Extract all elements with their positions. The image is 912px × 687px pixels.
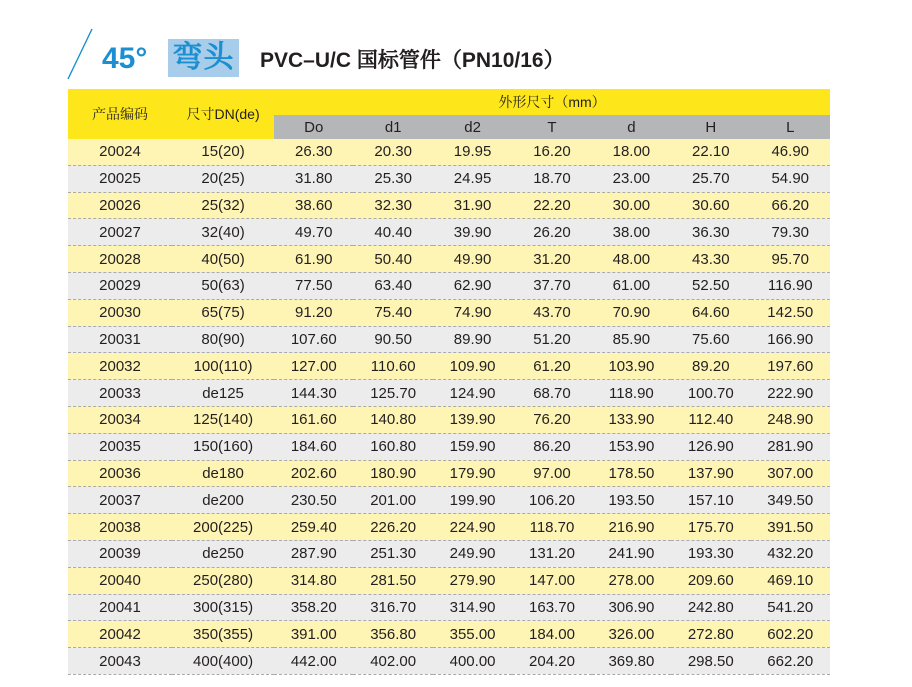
cell-d: 153.90 [592,433,671,460]
cell-do: 31.80 [274,165,353,192]
cell-d1: 316.70 [353,594,432,621]
cell-t: 43.70 [512,299,591,326]
cell-t: 106.20 [512,487,591,514]
cell-product-code: 20027 [68,219,172,246]
cell-do: 184.60 [274,433,353,460]
cell-d: 306.90 [592,594,671,621]
cell-size: 20(25) [172,165,274,192]
cell-t: 86.20 [512,433,591,460]
cell-product-code: 20040 [68,567,172,594]
cell-d: 30.00 [592,192,671,219]
cell-t: 76.20 [512,406,591,433]
cell-h: 209.60 [671,567,750,594]
cell-do: 61.90 [274,246,353,273]
table-row [68,246,830,273]
cell-l: 432.20 [751,540,831,567]
cell-t: 18.70 [512,165,591,192]
cell-product-code: 20030 [68,299,172,326]
cell-size: 250(280) [172,567,274,594]
cell-l: 166.90 [751,326,831,353]
cell-size: 65(75) [172,299,274,326]
cell-product-code: 20024 [68,139,172,165]
cell-d2: 139.90 [433,406,512,433]
cell-t: 147.00 [512,567,591,594]
cell-d1: 50.40 [353,246,432,273]
table-row [68,460,830,487]
cell-h: 36.30 [671,219,750,246]
table-row [68,433,830,460]
cell-d: 103.90 [592,353,671,380]
cell-h: 242.80 [671,594,750,621]
cell-size: 40(50) [172,246,274,273]
cell-do: 259.40 [274,514,353,541]
cell-d2: 179.90 [433,460,512,487]
cell-h: 126.90 [671,433,750,460]
cell-d: 178.50 [592,460,671,487]
cell-t: 16.20 [512,139,591,165]
cell-d1: 32.30 [353,192,432,219]
cell-product-code: 20025 [68,165,172,192]
cell-d2: 124.90 [433,380,512,407]
cell-d: 38.00 [592,219,671,246]
cell-product-code: 20026 [68,192,172,219]
cell-product-code: 20029 [68,272,172,299]
cell-l: 391.50 [751,514,831,541]
cell-h: 52.50 [671,272,750,299]
cell-d: 18.00 [592,139,671,165]
cell-product-code: 20034 [68,406,172,433]
cell-h: 137.90 [671,460,750,487]
cell-l: 602.20 [751,621,831,648]
cell-size: 50(63) [172,272,274,299]
cell-do: 314.80 [274,567,353,594]
table-row [68,406,830,433]
cell-product-code: 20033 [68,380,172,407]
cell-do: 49.70 [274,219,353,246]
cell-d2: 159.90 [433,433,512,460]
decorative-slash-icon [66,28,94,80]
cell-product-code: 20032 [68,353,172,380]
cell-h: 64.60 [671,299,750,326]
cell-do: 144.30 [274,380,353,407]
cell-t: 37.70 [512,272,591,299]
header-d: d [592,115,671,139]
cell-size: 32(40) [172,219,274,246]
cell-do: 107.60 [274,326,353,353]
cell-size: de125 [172,380,274,407]
cell-do: 442.00 [274,648,353,675]
cell-d: 278.00 [592,567,671,594]
table-row [68,272,830,299]
cell-d2: 279.90 [433,567,512,594]
table-row [68,192,830,219]
cell-d: 241.90 [592,540,671,567]
header-t: T [512,115,591,139]
cell-d2: 24.95 [433,165,512,192]
header-product-code: 产品编码 [68,89,172,139]
cell-l: 66.20 [751,192,831,219]
cell-product-code: 20039 [68,540,172,567]
cell-h: 89.20 [671,353,750,380]
cell-product-code: 20035 [68,433,172,460]
dimension-table [68,89,830,675]
cell-d2: 89.90 [433,326,512,353]
table-row [68,621,830,648]
cell-h: 30.60 [671,192,750,219]
cell-h: 175.70 [671,514,750,541]
cell-t: 22.20 [512,192,591,219]
cell-l: 662.20 [751,648,831,675]
header-do: Do [274,115,353,139]
table-row [68,567,830,594]
cell-d: 133.90 [592,406,671,433]
table-row [68,299,830,326]
cell-l: 95.70 [751,246,831,273]
cell-d: 369.80 [592,648,671,675]
cell-t: 184.00 [512,621,591,648]
title-subtitle: PVC–U/C 国标管件（PN10/16） [260,49,565,72]
cell-size: 100(110) [172,353,274,380]
header-size: 尺寸DN(de) [172,89,274,139]
cell-d1: 125.70 [353,380,432,407]
cell-size: 350(355) [172,621,274,648]
cell-t: 51.20 [512,326,591,353]
cell-d1: 251.30 [353,540,432,567]
cell-l: 79.30 [751,219,831,246]
cell-l: 248.90 [751,406,831,433]
cell-l: 281.90 [751,433,831,460]
cell-l: 54.90 [751,165,831,192]
title-product-name: 弯头 [168,39,239,77]
cell-do: 91.20 [274,299,353,326]
table-row [68,514,830,541]
cell-size: 300(315) [172,594,274,621]
cell-d1: 402.00 [353,648,432,675]
cell-d1: 281.50 [353,567,432,594]
cell-d1: 20.30 [353,139,432,165]
cell-d2: 314.90 [433,594,512,621]
cell-size: 150(160) [172,433,274,460]
cell-h: 22.10 [671,139,750,165]
cell-h: 298.50 [671,648,750,675]
cell-d2: 49.90 [433,246,512,273]
table-row [68,219,830,246]
cell-t: 204.20 [512,648,591,675]
cell-t: 26.20 [512,219,591,246]
cell-d1: 201.00 [353,487,432,514]
cell-d: 193.50 [592,487,671,514]
cell-do: 202.60 [274,460,353,487]
cell-d2: 199.90 [433,487,512,514]
cell-l: 307.00 [751,460,831,487]
cell-d2: 39.90 [433,219,512,246]
cell-d1: 90.50 [353,326,432,353]
cell-size: 400(400) [172,648,274,675]
cell-d: 23.00 [592,165,671,192]
cell-do: 358.20 [274,594,353,621]
table-row [68,648,830,675]
cell-size: 15(20) [172,139,274,165]
cell-l: 349.50 [751,487,831,514]
cell-t: 131.20 [512,540,591,567]
cell-size: 25(32) [172,192,274,219]
cell-d: 216.90 [592,514,671,541]
cell-h: 100.70 [671,380,750,407]
cell-d: 70.90 [592,299,671,326]
cell-product-code: 20041 [68,594,172,621]
cell-l: 541.20 [751,594,831,621]
cell-d: 118.90 [592,380,671,407]
cell-do: 77.50 [274,272,353,299]
cell-l: 469.10 [751,567,831,594]
cell-l: 46.90 [751,139,831,165]
cell-d: 61.00 [592,272,671,299]
table-row [68,594,830,621]
table-row [68,353,830,380]
header-dimensions-group: 外形尺寸（mm） [274,89,830,115]
title-angle: 45° [102,42,148,75]
cell-product-code: 20028 [68,246,172,273]
cell-size: de250 [172,540,274,567]
table-body [68,139,830,674]
cell-d1: 63.40 [353,272,432,299]
cell-d2: 224.90 [433,514,512,541]
cell-d1: 40.40 [353,219,432,246]
cell-do: 38.60 [274,192,353,219]
cell-d: 326.00 [592,621,671,648]
table-row [68,380,830,407]
cell-h: 157.10 [671,487,750,514]
cell-h: 25.70 [671,165,750,192]
cell-product-code: 20038 [68,514,172,541]
cell-size: 200(225) [172,514,274,541]
header-l: L [751,115,831,139]
cell-l: 222.90 [751,380,831,407]
cell-d: 85.90 [592,326,671,353]
cell-product-code: 20043 [68,648,172,675]
cell-do: 391.00 [274,621,353,648]
cell-d2: 31.90 [433,192,512,219]
cell-t: 31.20 [512,246,591,273]
cell-product-code: 20037 [68,487,172,514]
cell-d1: 160.80 [353,433,432,460]
cell-d2: 19.95 [433,139,512,165]
cell-l: 116.90 [751,272,831,299]
cell-d2: 62.90 [433,272,512,299]
cell-do: 26.30 [274,139,353,165]
cell-product-code: 20042 [68,621,172,648]
cell-d1: 226.20 [353,514,432,541]
header-d1: d1 [353,115,432,139]
cell-d2: 355.00 [433,621,512,648]
cell-h: 75.60 [671,326,750,353]
cell-size: de180 [172,460,274,487]
cell-size: de200 [172,487,274,514]
cell-d1: 180.90 [353,460,432,487]
cell-product-code: 20036 [68,460,172,487]
cell-t: 118.70 [512,514,591,541]
table-row [68,165,830,192]
table-row [68,540,830,567]
cell-d1: 75.40 [353,299,432,326]
cell-d2: 109.90 [433,353,512,380]
cell-d: 48.00 [592,246,671,273]
cell-h: 112.40 [671,406,750,433]
cell-do: 230.50 [274,487,353,514]
cell-d2: 74.90 [433,299,512,326]
cell-product-code: 20031 [68,326,172,353]
table-row [68,326,830,353]
cell-do: 287.90 [274,540,353,567]
cell-t: 163.70 [512,594,591,621]
header-d2: d2 [433,115,512,139]
cell-d1: 140.80 [353,406,432,433]
cell-d2: 400.00 [433,648,512,675]
cell-t: 68.70 [512,380,591,407]
cell-l: 142.50 [751,299,831,326]
table-row [68,487,830,514]
cell-t: 97.00 [512,460,591,487]
cell-d1: 110.60 [353,353,432,380]
cell-size: 125(140) [172,406,274,433]
cell-l: 197.60 [751,353,831,380]
cell-d1: 25.30 [353,165,432,192]
cell-do: 161.60 [274,406,353,433]
table-row [68,139,830,165]
header-h: H [671,115,750,139]
cell-h: 193.30 [671,540,750,567]
cell-h: 272.80 [671,621,750,648]
cell-d2: 249.90 [433,540,512,567]
cell-d1: 356.80 [353,621,432,648]
cell-t: 61.20 [512,353,591,380]
cell-do: 127.00 [274,353,353,380]
cell-size: 80(90) [172,326,274,353]
cell-h: 43.30 [671,246,750,273]
